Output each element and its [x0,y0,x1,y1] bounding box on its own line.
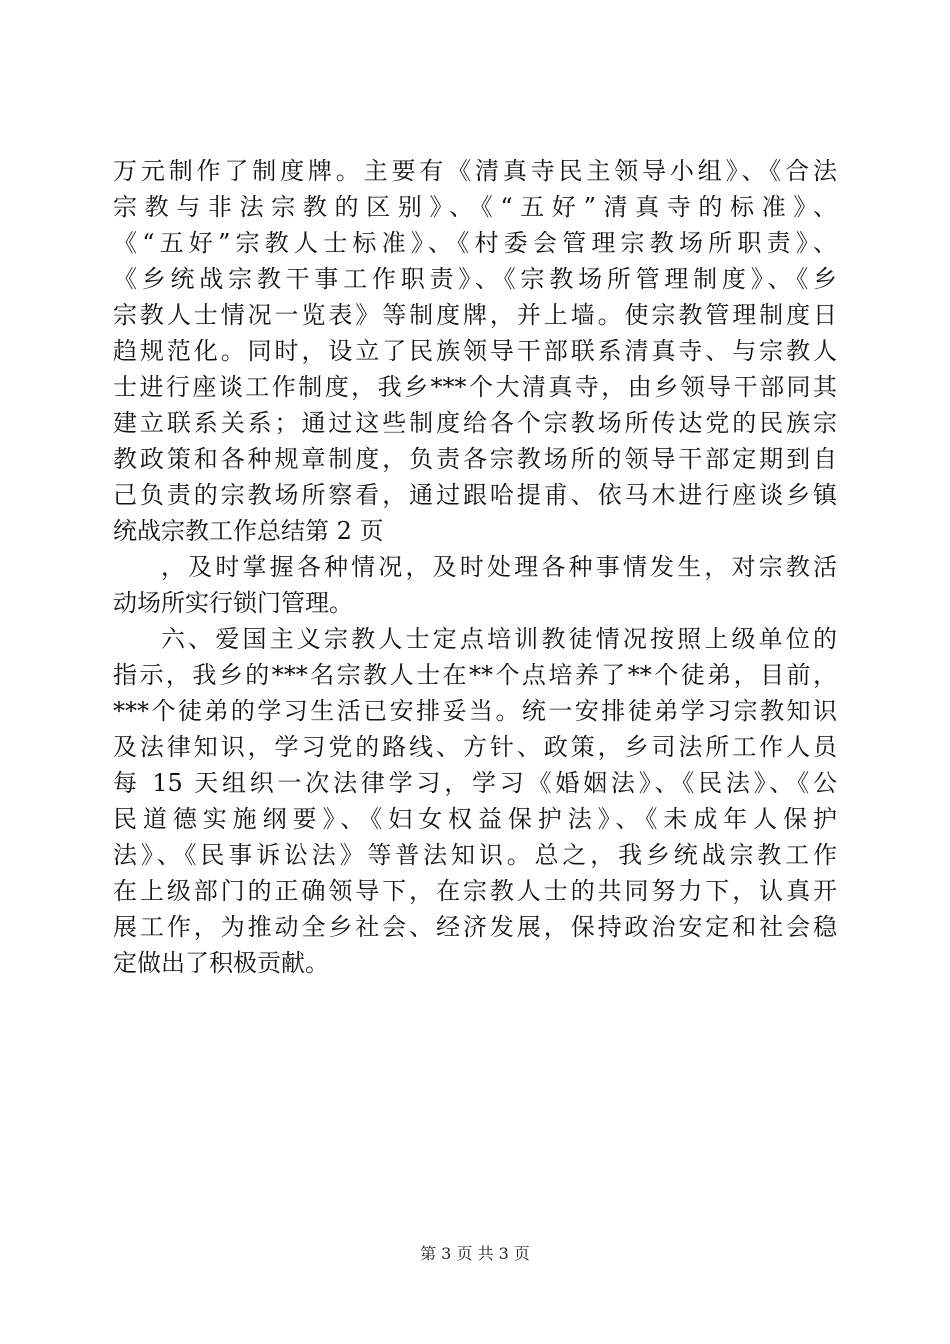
text-line: 在上级部门的正确领导下，在宗教人士的共同努力下，认真开 [113,877,837,905]
text-line: ***个徒弟的学习生活已安排妥当。统一安排徒弟学习宗教知识 [113,697,837,725]
text-line: 《“五好”宗教人士标准》、《村委会管理宗教场所职责》、 [113,229,837,257]
text-line: 及法律知识，学习党的路线、方针、政策，乡司法所工作人员 [113,733,837,761]
text-line: 己负责的宗教场所察看，通过跟哈提甫、依马木进行座谈乡镇 [113,481,837,509]
text-line: 定做出了积极贡献。 [113,949,329,977]
text-line: ，及时掌握各种情况，及时处理各种事情发生，对宗教活 [161,553,837,581]
text-line: 每 15 天组织一次法律学习，学习《婚姻法》、《民法》、《公 [113,769,837,797]
text-line: 万元制作了制度牌。主要有《清真寺民主领导小组》、《合法 [113,157,837,185]
text-line: 建立联系关系；通过这些制度给各个宗教场所传达党的民族宗 [113,409,837,437]
text-line: 指示，我乡的***名宗教人士在**个点培养了**个徒弟，目前， [113,661,837,689]
document-body [113,153,837,981]
text-line: 士进行座谈工作制度，我乡***个大清真寺，由乡领导干部同其 [113,373,837,401]
text-line: 教政策和各种规章制度，负责各宗教场所的领导干部定期到自 [113,445,837,473]
text-line: 民道德实施纲要》、《妇女权益保护法》、《未成年人保护 [113,805,837,833]
page-footer: 第 3 页 共 3 页 [420,1244,530,1263]
text-line: 法》、《民事诉讼法》等普法知识。总之，我乡统战宗教工作 [113,841,837,869]
text-line: 趋规范化。同时，设立了民族领导干部联系清真寺、与宗教人 [113,337,837,365]
text-line: 宗教与非法宗教的区别》、《“五好”清真寺的标准》、 [113,193,837,221]
text-line: 动场所实行锁门管理。 [113,589,353,617]
text-line: 六、爱国主义宗教人士定点培训教徒情况按照上级单位的 [161,625,837,653]
text-line: 统战宗教工作总结第 2 页 [113,517,384,545]
text-line: 宗教人士情况一览表》等制度牌，并上墙。使宗教管理制度日 [113,301,837,329]
text-line: 《乡统战宗教干事工作职责》、《宗教场所管理制度》、《乡 [113,265,837,293]
text-line: 展工作，为推动全乡社会、经济发展，保持政治安定和社会稳 [113,913,837,941]
